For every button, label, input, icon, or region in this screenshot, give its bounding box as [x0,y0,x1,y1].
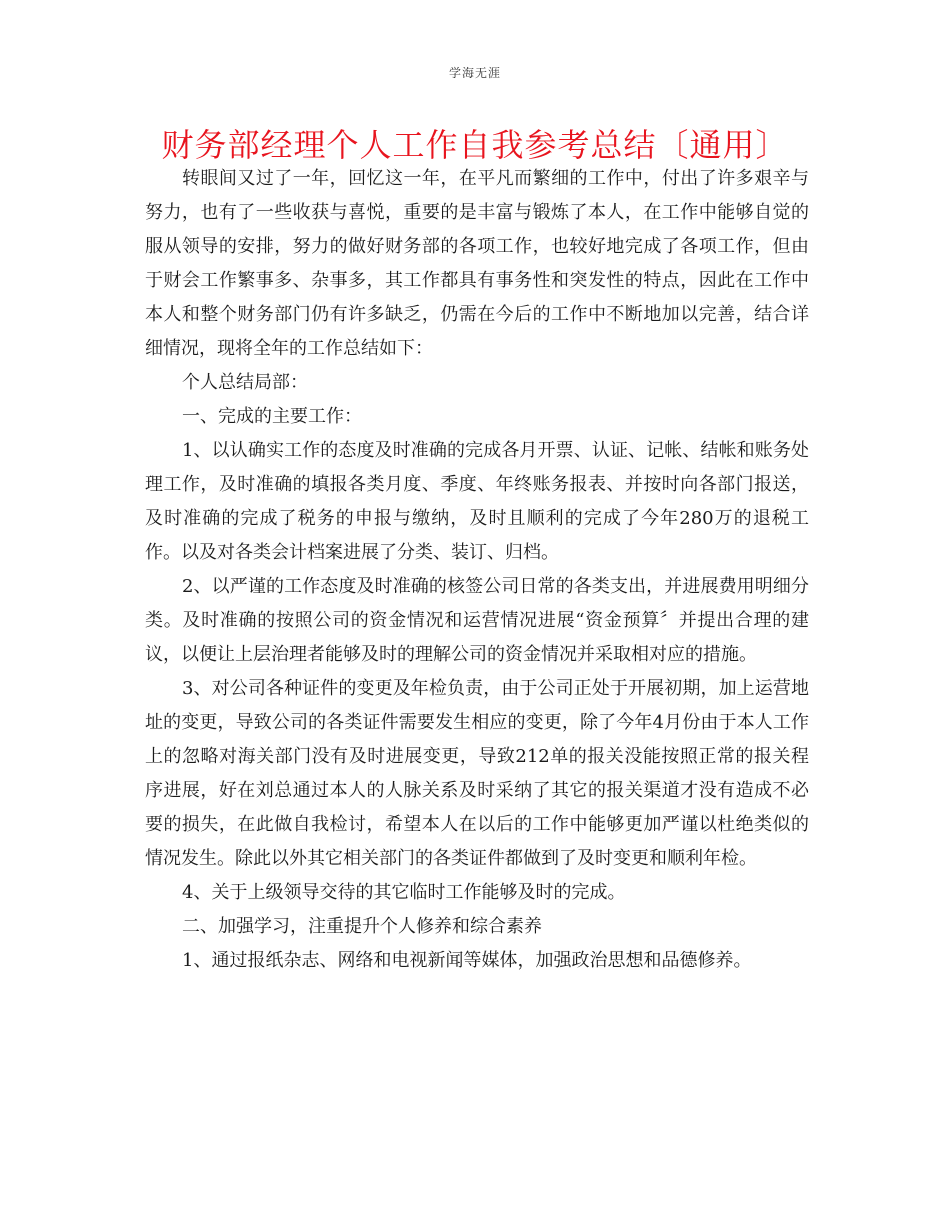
paragraph-learning-item-1: 1、通过报纸杂志、网络和电视新闻等媒体，加强政治思想和品德修养。 [182,950,752,971]
heading-main-work: 一、完成的主要工作： [182,406,362,427]
paragraph-intro: 转眼间又过了一年，回忆这一年，在平凡而繁细的工作中，付出了许多艰辛与努力，也有了一些收获与喜悦，重要的是丰富与锻炼了本人，在工作中能够自觉的服从领导的安排，努力的做好财务部的各项工作，也较好地完成了各项工作，但由于财会工作繁事多、杂事多，其工作都具有事务性和突发性的特点，因此在工作中本人和整个财务部门仍有许多缺乏，仍需在今后的工作中不断地加以完善，结合详细情况，现将全年的工作总结如下： [145,168,809,359]
paragraph-item-2: 2、以严谨的工作态度及时准确的核签公司日常的各类支出，并进展费用明细分类。及时准确的按照公司的资金情况和运营情况进展“资金预算〞并提出合理的建议，以便让上层治理者能够及时的理解公司的资金情况并采取相对应的措施。 [145,576,809,665]
document-body [145,162,809,978]
document-title: 财务部经理个人工作自我参考总结〔通用〕 [161,126,789,164]
paragraph-item-1: 1、以认确实工作的态度及时准确的完成各月开票、认证、记帐、结帐和账务处理工作，及时准确的填报各类月度、季度、年终账务报表、并按时向各部门报送，及时准确的完成了税务的申报与缴纳，及时且顺利的完成了今年280万的退税工作。以及对各类会计档案进展了分类、装订、归档。 [145,440,809,563]
paragraph-personal-summary: 个人总结局部： [182,372,308,393]
heading-learning: 二、加强学习，注重提升个人修养和综合素养 [182,916,542,937]
paragraph-item-3: 3、对公司各种证件的变更及年检负责，由于公司正处于开展初期，加上运营地址的变更，导致公司的各类证件需要发生相应的变更，除了今年4月份由于本人工作上的忽略对海关部门没有及时进展变更，导致212单的报关没能按照正常的报关程序进展，好在刘总通过本人的人脉关系及时采纳了其它的报关渠道才没有造成不必要的损失，在此做自我检讨，希望本人在以后的工作中能够更加严谨以杜绝类似的情况发生。除此以外其它相关部门的各类证件都做到了及时变更和顺利年检。 [145,678,809,869]
header-note: 学海无涯 [448,66,501,80]
paragraph-item-4: 4、关于上级领导交待的其它临时工作能够及时的完成。 [182,882,626,903]
